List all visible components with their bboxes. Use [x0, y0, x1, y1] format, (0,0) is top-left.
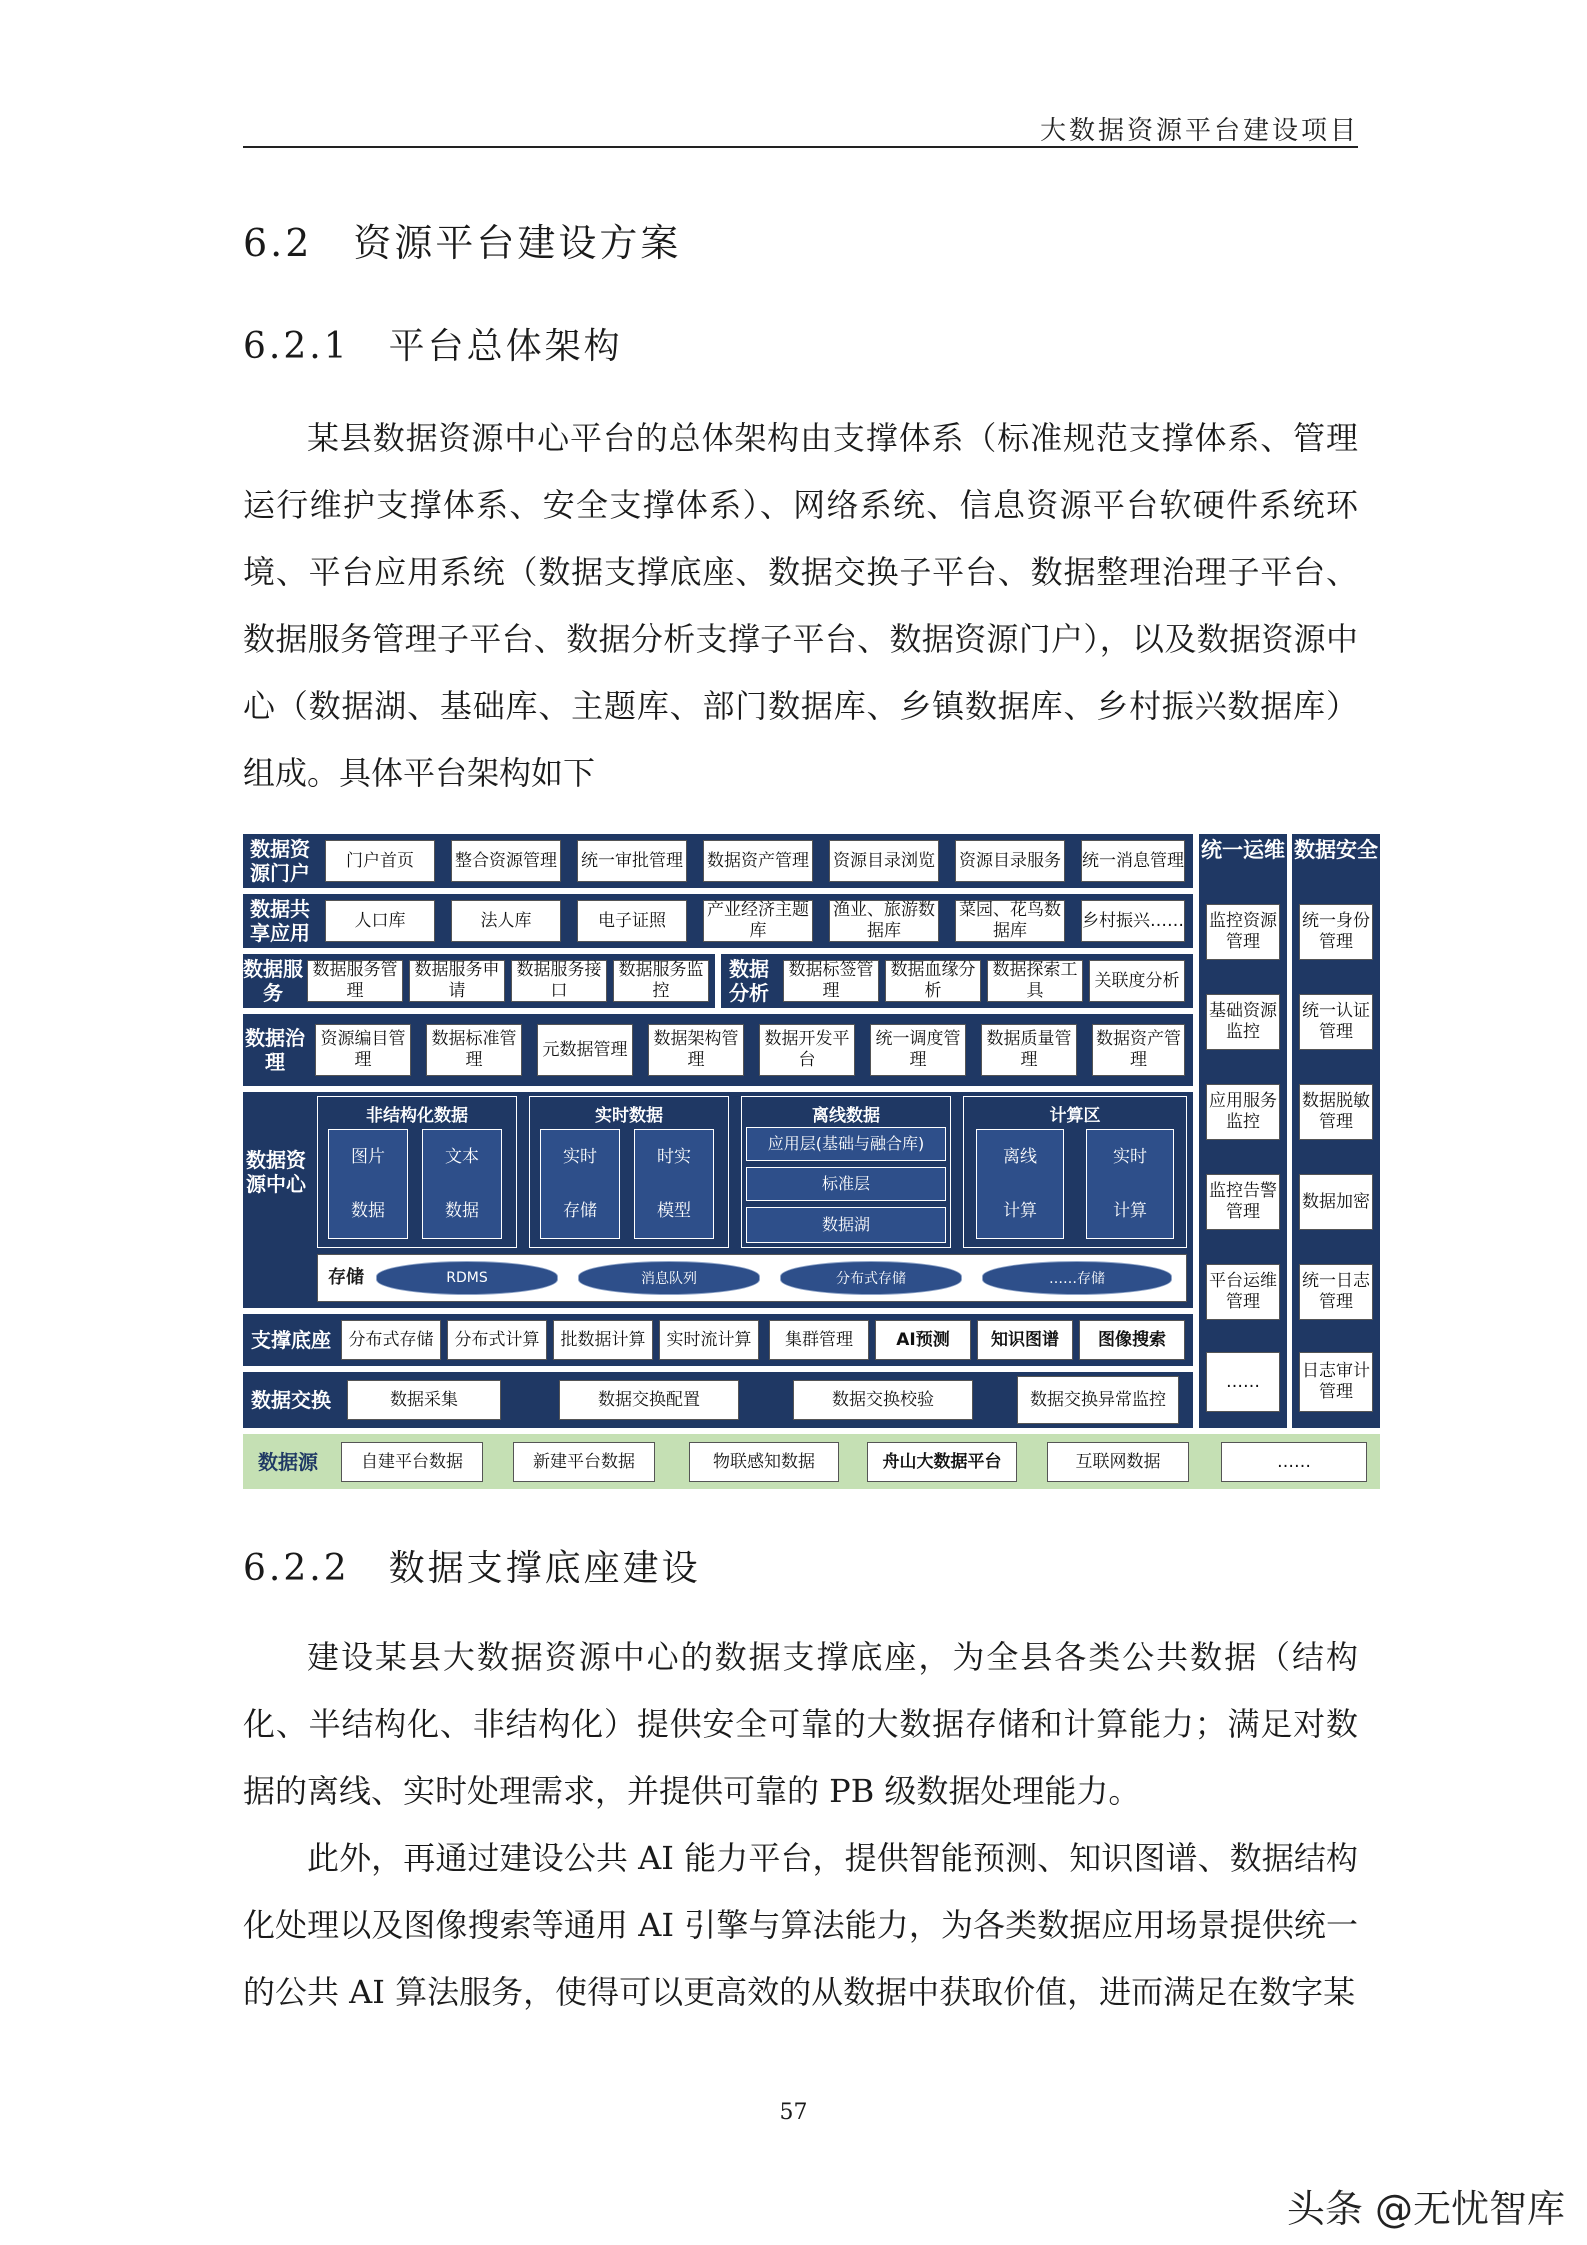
cell-text: 数据 [351, 1201, 385, 1221]
band-governance [243, 1014, 1193, 1086]
base-item: 图像搜索 [1079, 1320, 1185, 1360]
ops-item: …… [1206, 1352, 1280, 1412]
security-column [1292, 834, 1380, 1428]
share-item: 电子证照 [577, 900, 687, 942]
storage-message-queue: 消息队列 [578, 1261, 760, 1295]
governance-item: 统一调度管理 [870, 1024, 966, 1076]
share-item: 乡村振兴…… [1081, 900, 1185, 942]
share-item: 法人库 [451, 900, 561, 942]
band-portal [243, 834, 1193, 888]
governance-item: 数据开发平台 [759, 1024, 855, 1076]
exchange-item: 数据采集 [347, 1380, 501, 1420]
ops-item: 应用服务监控 [1206, 1084, 1280, 1140]
portal-item: 门户首页 [325, 840, 435, 882]
portal-item: 资源目录浏览 [829, 840, 939, 882]
heading-6-2: 6.2 资源平台建设方案 [243, 221, 682, 265]
band-label-portal: 数据资源门户 [250, 837, 310, 885]
unstructured-data-title: 非结构化数据 [366, 1106, 468, 1126]
security-item: 数据加密 [1299, 1174, 1373, 1230]
analysis-item: 数据血缘分析 [885, 960, 981, 1002]
band-source [243, 1434, 1380, 1489]
storage-rdms: RDMS [376, 1261, 558, 1295]
portal-item: 资源目录服务 [955, 840, 1065, 882]
band-label-governance: 数据治理 [245, 1026, 305, 1074]
running-header: 大数据资源平台建设项目 [1039, 116, 1359, 146]
band-share [243, 894, 1193, 948]
heading-6-2-2: 6.2.2 数据支撑底座建设 [243, 1548, 701, 1589]
portal-item: 统一审批管理 [577, 840, 687, 882]
band-label-exchange: 数据交换 [251, 1388, 331, 1412]
realtime-compute-box [1086, 1129, 1174, 1239]
security-item: 日志审计管理 [1299, 1352, 1373, 1412]
heading-6-2-1: 6.2.1 平台总体架构 [243, 326, 623, 367]
cell-text: 存储 [563, 1201, 597, 1221]
cell-text: 实时 [563, 1147, 597, 1167]
band-label-share: 数据共享应用 [250, 897, 310, 945]
governance-item: 数据架构管理 [648, 1024, 744, 1076]
storage-bar [317, 1254, 1187, 1302]
governance-item: 元数据管理 [537, 1024, 633, 1076]
share-item: 渔业、旅游数据库 [829, 900, 939, 942]
ops-item: 基础资源监控 [1206, 994, 1280, 1050]
paragraph-base-2: 此外，再通过建设公共 AI 能力平台，提供智能预测、知识图谱、数据结构化处理以及图像搜索等通用 AI 引擎与算法能力，为各类数据应用场景提供统一的公共 AI 算法服务，使得可以更高效的从数据中获取价值，进而满足在数字某 [243, 1839, 1358, 2011]
offline-compute-box [976, 1129, 1064, 1239]
cell-text: 离线 [1003, 1147, 1037, 1167]
architecture-diagram [243, 834, 1380, 1489]
cell-text: 时实 [657, 1147, 691, 1167]
watermark: 头条 @无忧智库 [1286, 2187, 1565, 2231]
storage-other: ……存储 [982, 1261, 1172, 1295]
governance-item: 数据质量管理 [981, 1024, 1077, 1076]
analysis-item: 关联度分析 [1089, 960, 1185, 1002]
governance-item: 数据资产管理 [1092, 1024, 1185, 1076]
exchange-item: 数据交换配置 [559, 1380, 739, 1420]
band-base [243, 1314, 1193, 1366]
service-item: 数据服务监控 [613, 960, 709, 1002]
ops-item: 监控资源管理 [1206, 904, 1280, 960]
offline-layer-standard: 标准层 [746, 1167, 946, 1201]
share-item: 菜园、花鸟数据库 [955, 900, 1065, 942]
realtime-model-box [634, 1129, 714, 1239]
source-item: …… [1221, 1442, 1367, 1482]
compute-panel [963, 1096, 1187, 1248]
realtime-data-panel [529, 1096, 729, 1248]
band-analysis [721, 954, 1193, 1008]
governance-item: 数据标准管理 [426, 1024, 522, 1076]
source-item: 物联感知数据 [689, 1442, 839, 1482]
offline-data-title: 离线数据 [812, 1106, 880, 1126]
security-item: 统一认证管理 [1299, 994, 1373, 1050]
offline-layer-app: 应用层(基础与融合库) [746, 1127, 946, 1161]
band-exchange [243, 1372, 1193, 1428]
service-item: 数据服务管理 [307, 960, 403, 1002]
analysis-item: 数据标签管理 [783, 960, 879, 1002]
band-center [243, 1092, 1193, 1308]
paragraph-base-1: 建设某县大数据资源中心的数据支撑底座，为全县各类公共数据（结构化、半结构化、非结构化）提供安全可靠的大数据存储和计算能力；满足对数据的离线、实时处理需求，并提供可靠的 PB 级数据处理能力。 [243, 1638, 1358, 1810]
source-item: 新建平台数据 [513, 1442, 655, 1482]
cell-text: 图片 [351, 1147, 385, 1167]
base-item: 集群管理 [769, 1320, 869, 1360]
band-label-service: 数据服务 [243, 957, 303, 1005]
cell-text: 计算 [1113, 1201, 1147, 1221]
cell-text: 模型 [657, 1201, 691, 1221]
unstructured-text-box [422, 1129, 502, 1239]
band-label-base: 支撑底座 [251, 1328, 331, 1352]
band-service [243, 954, 715, 1008]
portal-item: 数据资产管理 [703, 840, 813, 882]
share-item: 人口库 [325, 900, 435, 942]
ops-title: 统一运维 [1201, 838, 1285, 862]
base-item: 批数据计算 [553, 1320, 653, 1360]
offline-data-panel [741, 1096, 951, 1248]
storage-label: 存储 [328, 1267, 364, 1288]
band-label-center: 数据资源中心 [246, 1148, 306, 1196]
portal-item: 统一消息管理 [1081, 840, 1185, 882]
security-title: 数据安全 [1294, 838, 1378, 862]
compute-title: 计算区 [1049, 1106, 1101, 1126]
ops-item: 监控告警管理 [1206, 1174, 1280, 1230]
offline-layer-lake: 数据湖 [746, 1207, 946, 1243]
base-item: AI预测 [875, 1320, 971, 1360]
governance-item: 资源编目管理 [315, 1024, 411, 1076]
base-item: 分布式存储 [341, 1320, 441, 1360]
source-item: 互联网数据 [1047, 1442, 1189, 1482]
band-label-source: 数据源 [258, 1449, 318, 1474]
ops-item: 平台运维管理 [1206, 1264, 1280, 1320]
exchange-item: 数据交换校验 [793, 1380, 973, 1420]
security-item: 统一身份管理 [1299, 904, 1373, 960]
realtime-storage-box [540, 1129, 620, 1239]
page-number: 57 [779, 2100, 808, 2125]
security-item: 数据脱敏管理 [1299, 1084, 1373, 1140]
cell-text: 实时 [1113, 1147, 1147, 1167]
base-item: 实时流计算 [659, 1320, 759, 1360]
portal-item: 整合资源管理 [451, 840, 561, 882]
service-item: 数据服务申请 [409, 960, 505, 1002]
source-item: 舟山大数据平台 [867, 1442, 1017, 1482]
exchange-item: 数据交换异常监控 [1017, 1376, 1179, 1424]
cell-text: 计算 [1003, 1201, 1037, 1221]
cell-text: 文本 [445, 1147, 479, 1167]
realtime-data-title: 实时数据 [595, 1106, 663, 1126]
unstructured-image-box [328, 1129, 408, 1239]
share-item: 产业经济主题库 [703, 900, 813, 942]
analysis-item: 数据探索工具 [987, 960, 1083, 1002]
paragraph-architecture: 某县数据资源中心平台的总体架构由支撑体系（标准规范支撑体系、管理运行维护支撑体系、安全支撑体系）、网络系统、信息资源平台软硬件系统环境、平台应用系统（数据支撑底座、数据交换子平台、数据整理治理子平台、数据服务管理子平台、数据分析支撑子平台、数据资源门户），以及数据资源中心（数据湖、基础库、主题库、部门数据库、乡镇数据库、乡村振兴数据库）组成。具体平台架构如下 [243, 419, 1358, 792]
base-item: 知识图谱 [977, 1320, 1073, 1360]
service-item: 数据服务接口 [511, 960, 607, 1002]
security-item: 统一日志管理 [1299, 1264, 1373, 1320]
ops-column [1199, 834, 1287, 1428]
band-label-analysis: 数据分析 [729, 957, 769, 1005]
unstructured-data-panel [317, 1096, 517, 1248]
base-item: 分布式计算 [447, 1320, 547, 1360]
source-item: 自建平台数据 [341, 1442, 483, 1482]
storage-distributed: 分布式存储 [780, 1261, 962, 1295]
header-rule [243, 146, 1358, 148]
cell-text: 数据 [445, 1201, 479, 1221]
